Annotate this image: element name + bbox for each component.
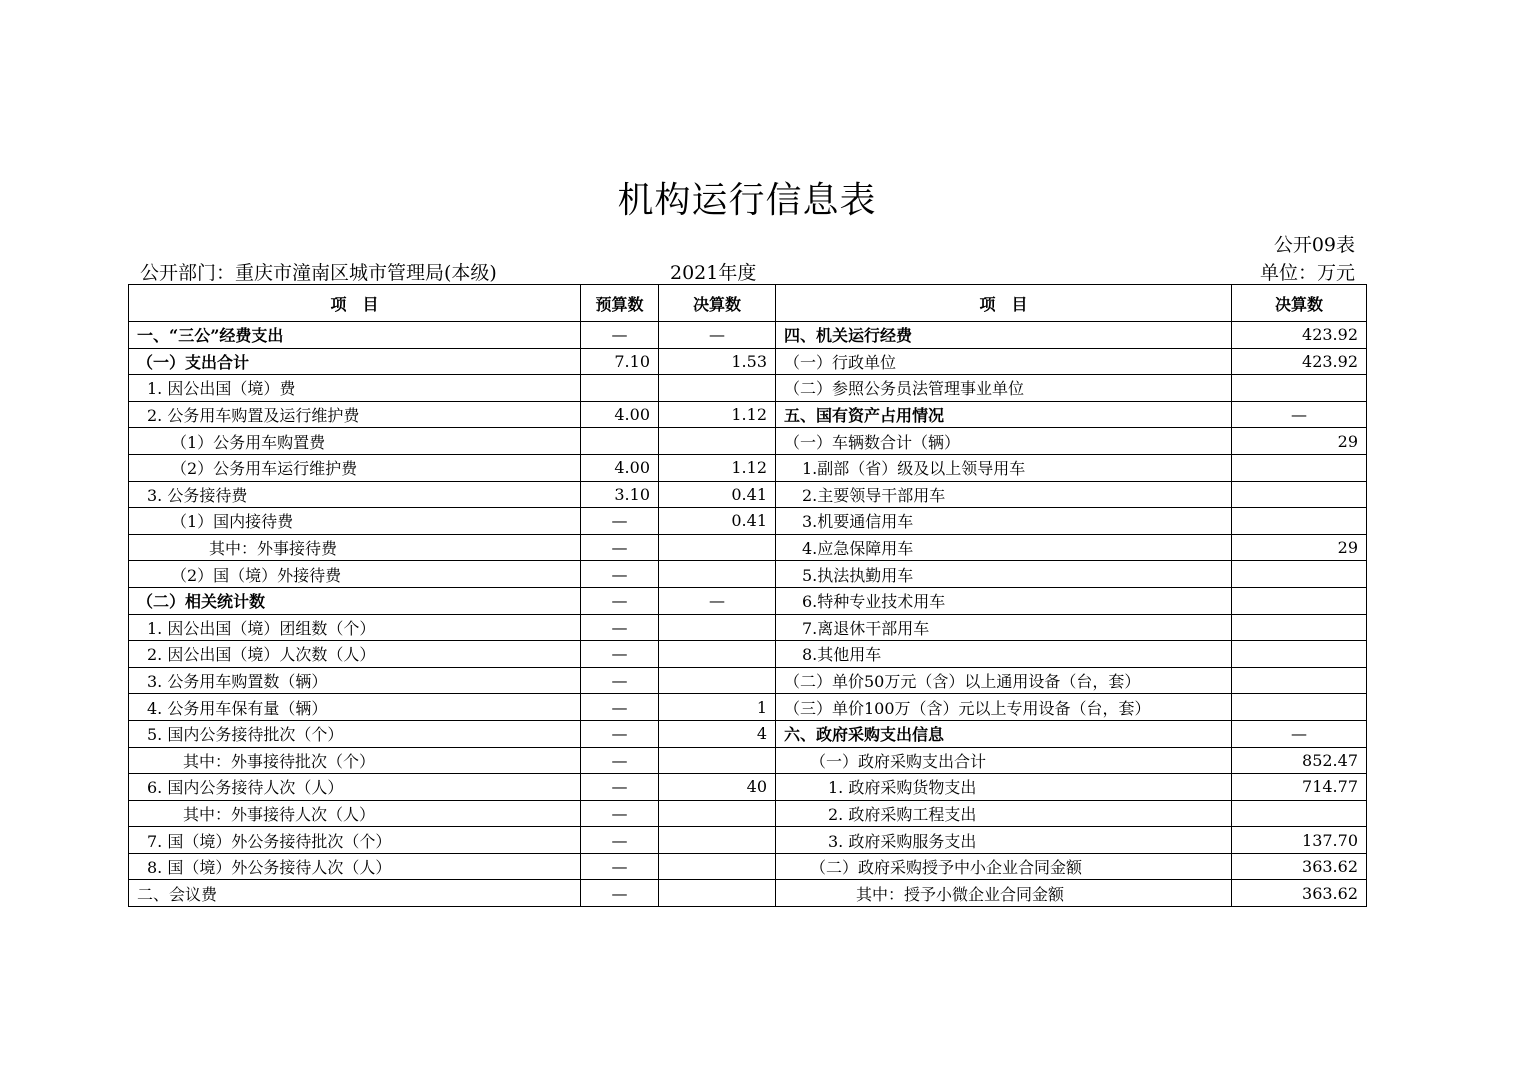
final-left-cell [659,747,776,774]
budget-cell: 4.00 [581,401,659,428]
item-left-cell: 7. 国（境）外公务接待批次（个） [129,827,581,854]
final-right-cell: 423.92 [1232,322,1367,349]
item-left-cell: （2）公务用车运行维护费 [129,454,581,481]
table-row [129,401,1367,428]
item-left-cell: 4. 公务用车保有量（辆） [129,694,581,721]
budget-cell: — [581,853,659,880]
table-row [129,561,1367,588]
budget-cell: — [581,587,659,614]
final-right-cell: — [1232,401,1367,428]
item-right-cell: （二）单价50万元（含）以上通用设备（台，套） [776,667,1232,694]
item-right-cell: 3.机要通信用车 [776,508,1232,535]
item-right-cell: （一）政府采购支出合计 [776,747,1232,774]
item-right-cell: （二）参照公务员法管理事业单位 [776,375,1232,402]
budget-cell [581,375,659,402]
final-left-cell [659,428,776,455]
final-right-cell [1232,587,1367,614]
final-right-cell [1232,641,1367,668]
currency-unit: 单位：万元 [1259,262,1355,284]
budget-cell: 4.00 [581,454,659,481]
budget-cell: 3.10 [581,481,659,508]
final-left-cell: 4 [659,720,776,747]
table-row [129,508,1367,535]
final-right-cell: — [1232,720,1367,747]
table-row [129,481,1367,508]
item-left-cell: 3. 公务用车购置数（辆） [129,667,581,694]
table-row [129,694,1367,721]
item-right-cell: （二）政府采购授予中小企业合同金额 [776,853,1232,880]
table-row [129,720,1367,747]
item-left-cell: 一、“三公”经费支出 [129,322,581,349]
item-left-cell: 2. 公务用车购置及运行维护费 [129,401,581,428]
item-left-cell: （2）国（境）外接待费 [129,561,581,588]
budget-cell: — [581,322,659,349]
item-right-cell: 8.其他用车 [776,641,1232,668]
item-left-cell: 8. 国（境）外公务接待人次（人） [129,853,581,880]
budget-cell: 7.10 [581,348,659,375]
table-row [129,587,1367,614]
table-row [129,641,1367,668]
table-row [129,747,1367,774]
final-left-cell: 1.12 [659,454,776,481]
item-left-cell: 1. 因公出国（境）费 [129,375,581,402]
form-number: 公开09表 [1273,234,1355,256]
final-right-cell [1232,614,1367,641]
budget-cell: — [581,561,659,588]
item-right-cell: （三）单价100万（含）元以上专用设备（台，套） [776,694,1232,721]
item-right-cell: 6.特种专业技术用车 [776,587,1232,614]
table-row [129,853,1367,880]
table-body [129,322,1367,907]
item-right-cell: 7.离退休干部用车 [776,614,1232,641]
final-right-cell [1232,561,1367,588]
budget-cell: — [581,694,659,721]
item-left-cell: 其中：外事接待费 [129,534,581,561]
info-table [128,284,1367,907]
item-right-cell: 1.副部（省）级及以上领导用车 [776,454,1232,481]
final-right-cell: 852.47 [1232,747,1367,774]
final-left-cell [659,827,776,854]
final-right-cell: 29 [1232,534,1367,561]
final-right-cell: 423.92 [1232,348,1367,375]
item-left-cell: （1）公务用车购置费 [129,428,581,455]
final-left-cell [659,667,776,694]
item-left-cell: 其中：外事接待批次（个） [129,747,581,774]
final-left-cell [659,534,776,561]
header-final-right: 决算数 [1232,285,1367,322]
final-right-cell [1232,800,1367,827]
header-final-left: 决算数 [659,285,776,322]
final-left-cell: 1.53 [659,348,776,375]
final-left-cell: 40 [659,774,776,801]
item-right-cell: 五、国有资产占用情况 [776,401,1232,428]
item-right-cell: （一）行政单位 [776,348,1232,375]
final-left-cell [659,641,776,668]
header-row [129,285,1367,322]
budget-cell: — [581,534,659,561]
budget-cell: — [581,880,659,907]
final-left-cell [659,375,776,402]
final-left-cell: — [659,587,776,614]
final-right-cell [1232,375,1367,402]
table-row [129,800,1367,827]
final-left-cell: 1 [659,694,776,721]
page-title: 机构运行信息表 [617,180,877,221]
item-left-cell: 6. 国内公务接待人次（人） [129,774,581,801]
table-row [129,774,1367,801]
table-row [129,827,1367,854]
header-item-right: 项 目 [776,285,1232,322]
header-item-left: 项 目 [129,285,581,322]
budget-cell [581,428,659,455]
final-left-cell [659,614,776,641]
department-label: 公开部门：重庆市潼南区城市管理局(本级) [140,262,497,284]
final-right-cell: 137.70 [1232,827,1367,854]
header-budget: 预算数 [581,285,659,322]
final-left-cell [659,800,776,827]
final-right-cell: 714.77 [1232,774,1367,801]
final-left-cell: — [659,322,776,349]
table-row [129,428,1367,455]
item-left-cell: 5. 国内公务接待批次（个） [129,720,581,747]
final-right-cell: 363.62 [1232,880,1367,907]
final-right-cell [1232,454,1367,481]
budget-cell: — [581,800,659,827]
item-right-cell: 2. 政府采购工程支出 [776,800,1232,827]
item-left-cell: 1. 因公出国（境）团组数（个） [129,614,581,641]
final-right-cell [1232,481,1367,508]
budget-cell: — [581,774,659,801]
final-left-cell: 0.41 [659,481,776,508]
table-row [129,375,1367,402]
item-left-cell: （一）支出合计 [129,348,581,375]
final-left-cell [659,561,776,588]
final-right-cell [1232,508,1367,535]
item-left-cell: （二）相关统计数 [129,587,581,614]
table-row [129,454,1367,481]
table-row [129,348,1367,375]
item-right-cell: 其中：授予小微企业合同金额 [776,880,1232,907]
table-row [129,667,1367,694]
final-right-cell [1232,694,1367,721]
budget-cell: — [581,827,659,854]
fiscal-year: 2021年度 [670,262,757,284]
item-right-cell: 5.执法执勤用车 [776,561,1232,588]
item-left-cell: 其中：外事接待人次（人） [129,800,581,827]
item-right-cell: 六、政府采购支出信息 [776,720,1232,747]
budget-cell: — [581,641,659,668]
budget-cell: — [581,508,659,535]
item-right-cell: （一）车辆数合计（辆） [776,428,1232,455]
final-left-cell: 0.41 [659,508,776,535]
final-right-cell [1232,667,1367,694]
item-left-cell: 2. 因公出国（境）人次数（人） [129,641,581,668]
item-right-cell: 1. 政府采购货物支出 [776,774,1232,801]
table-row [129,614,1367,641]
item-left-cell: （1）国内接待费 [129,508,581,535]
budget-cell: — [581,667,659,694]
final-right-cell: 363.62 [1232,853,1367,880]
item-right-cell: 3. 政府采购服务支出 [776,827,1232,854]
final-left-cell [659,880,776,907]
item-left-cell: 二、会议费 [129,880,581,907]
final-left-cell: 1.12 [659,401,776,428]
budget-cell: — [581,720,659,747]
item-left-cell: 3. 公务接待费 [129,481,581,508]
budget-cell: — [581,614,659,641]
table-row [129,322,1367,349]
table-row [129,534,1367,561]
budget-cell: — [581,747,659,774]
final-left-cell [659,853,776,880]
item-right-cell: 四、机关运行经费 [776,322,1232,349]
item-right-cell: 4.应急保障用车 [776,534,1232,561]
table-row [129,880,1367,907]
item-right-cell: 2.主要领导干部用车 [776,481,1232,508]
final-right-cell: 29 [1232,428,1367,455]
